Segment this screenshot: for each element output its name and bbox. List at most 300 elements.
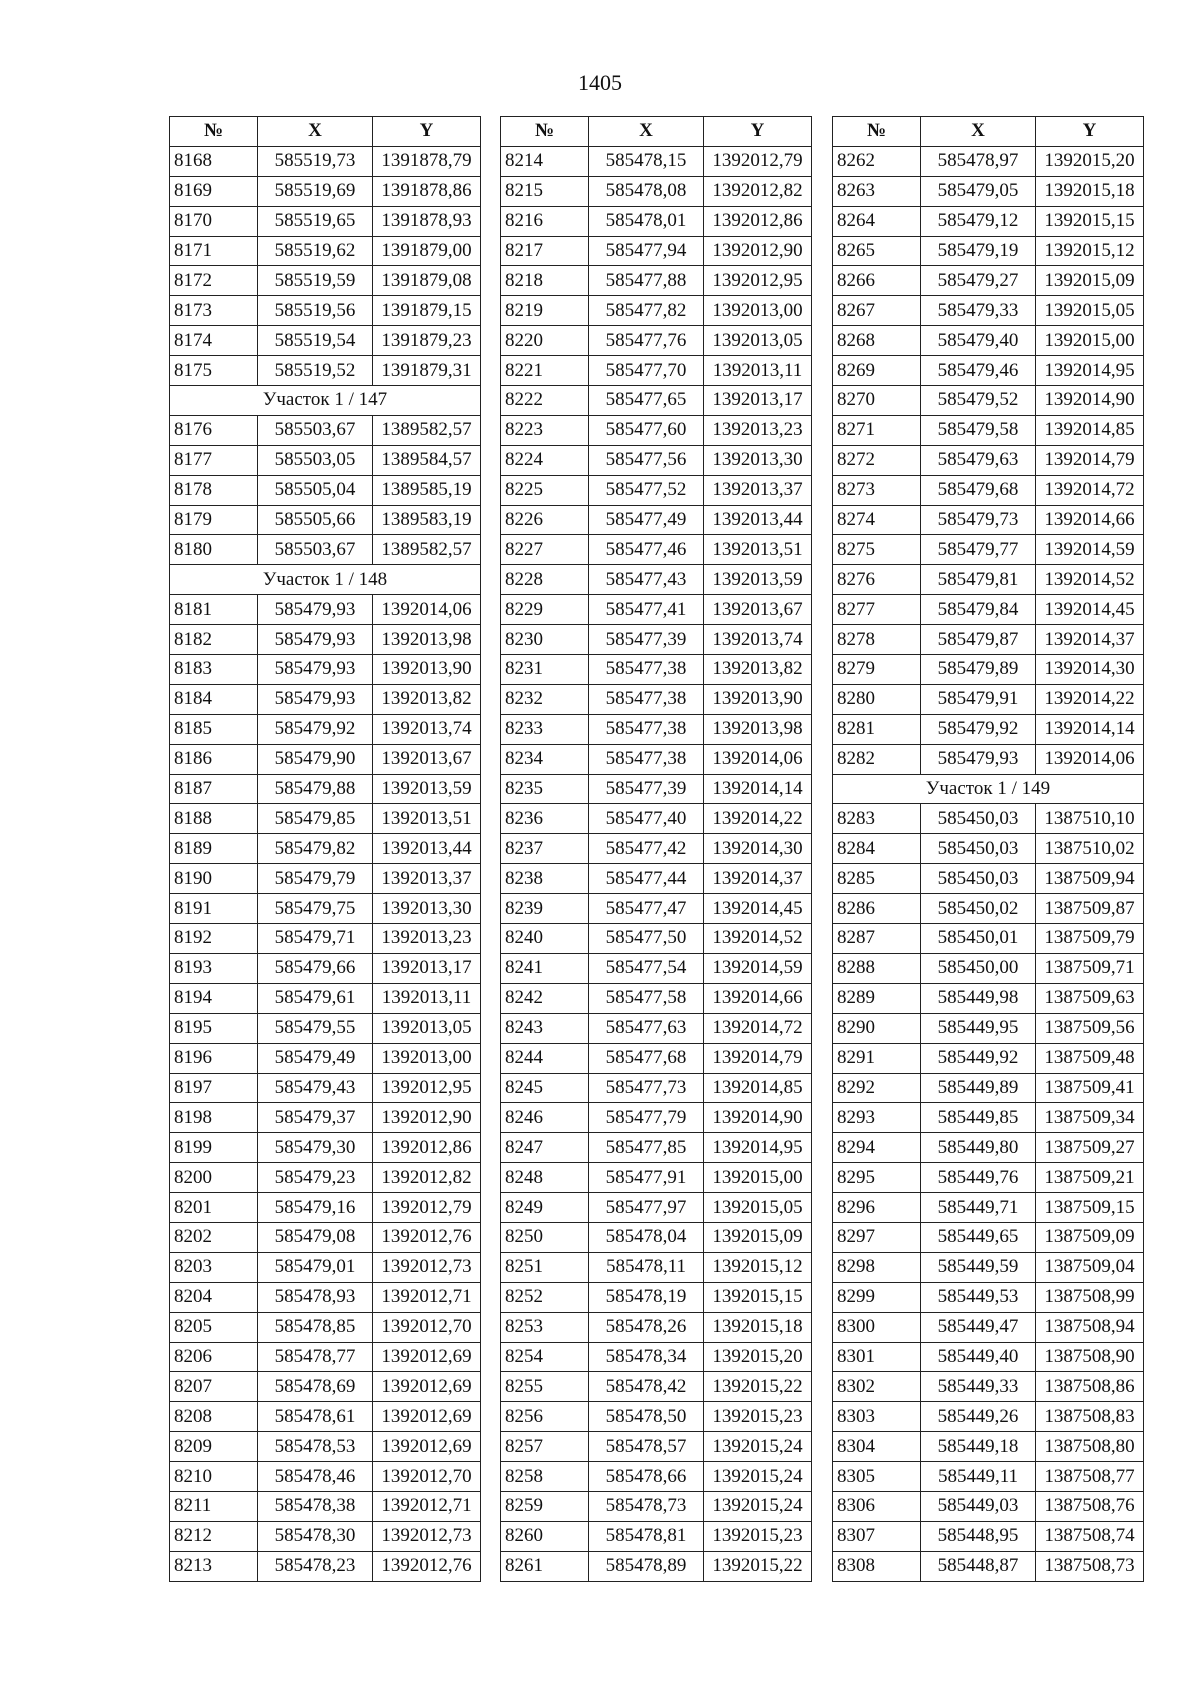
x-coordinate: 585519,54: [258, 326, 373, 356]
y-coordinate: 1392013,05: [373, 1013, 481, 1043]
table-row: [170, 415, 481, 445]
x-coordinate: 585449,92: [921, 1043, 1036, 1073]
table-row: [833, 176, 1144, 206]
y-coordinate: 1392013,98: [704, 714, 812, 744]
x-coordinate: 585477,54: [589, 953, 704, 983]
point-number: 8268: [833, 326, 921, 356]
point-number: 8184: [170, 684, 258, 714]
table-row: [170, 475, 481, 505]
table-row: [833, 146, 1144, 176]
x-coordinate: 585479,71: [258, 924, 373, 954]
table-row: [833, 505, 1144, 535]
x-coordinate: 585450,00: [921, 953, 1036, 983]
point-number: 8302: [833, 1372, 921, 1402]
table-row: [170, 236, 481, 266]
table-row: [833, 684, 1144, 714]
x-coordinate: 585478,04: [589, 1222, 704, 1252]
point-number: 8200: [170, 1163, 258, 1193]
x-coordinate: 585477,73: [589, 1073, 704, 1103]
y-coordinate: 1392014,90: [1036, 386, 1144, 416]
point-number: 8299: [833, 1282, 921, 1312]
point-number: 8297: [833, 1222, 921, 1252]
x-coordinate: 585477,63: [589, 1013, 704, 1043]
table-row: [170, 146, 481, 176]
y-coordinate: 1392012,79: [373, 1193, 481, 1223]
point-number: 8306: [833, 1491, 921, 1521]
table-row: [501, 236, 812, 266]
x-coordinate: 585477,39: [589, 625, 704, 655]
point-number: 8279: [833, 655, 921, 685]
point-number: 8275: [833, 535, 921, 565]
table-row: [170, 774, 481, 804]
x-coordinate: 585477,79: [589, 1103, 704, 1133]
y-coordinate: 1387509,71: [1036, 953, 1144, 983]
table-row: [501, 953, 812, 983]
x-coordinate: 585477,91: [589, 1163, 704, 1193]
y-coordinate: 1389582,57: [373, 535, 481, 565]
y-coordinate: 1392015,22: [704, 1372, 812, 1402]
x-coordinate: 585477,97: [589, 1193, 704, 1223]
y-coordinate: 1389582,57: [373, 415, 481, 445]
x-coordinate: 585477,94: [589, 236, 704, 266]
x-coordinate: 585477,88: [589, 266, 704, 296]
y-coordinate: 1392013,59: [704, 565, 812, 595]
y-coordinate: 1391879,00: [373, 236, 481, 266]
y-coordinate: 1392015,23: [704, 1521, 812, 1551]
point-number: 8289: [833, 983, 921, 1013]
point-number: 8290: [833, 1013, 921, 1043]
y-coordinate: 1392012,86: [704, 206, 812, 236]
x-coordinate: 585479,27: [921, 266, 1036, 296]
table-row: [501, 983, 812, 1013]
point-number: 8188: [170, 804, 258, 834]
y-coordinate: 1392013,37: [373, 864, 481, 894]
x-coordinate: 585477,65: [589, 386, 704, 416]
x-coordinate: 585503,67: [258, 415, 373, 445]
table-row: [833, 1402, 1144, 1432]
y-coordinate: 1392014,45: [1036, 595, 1144, 625]
x-coordinate: 585479,79: [258, 864, 373, 894]
point-number: 8249: [501, 1193, 589, 1223]
x-coordinate: 585479,08: [258, 1222, 373, 1252]
x-coordinate: 585479,75: [258, 894, 373, 924]
y-coordinate: 1392013,23: [704, 415, 812, 445]
table-row: [833, 266, 1144, 296]
point-number: 8287: [833, 924, 921, 954]
point-number: 8205: [170, 1312, 258, 1342]
y-coordinate: 1391878,86: [373, 176, 481, 206]
section-row: [833, 774, 1144, 804]
point-number: 8202: [170, 1222, 258, 1252]
table-row: [170, 1222, 481, 1252]
y-coordinate: 1392013,30: [373, 894, 481, 924]
coordinates-table-middle: [500, 116, 812, 1582]
point-number: 8169: [170, 176, 258, 206]
y-coordinate: 1392013,17: [373, 953, 481, 983]
point-number: 8280: [833, 684, 921, 714]
y-coordinate: 1392012,76: [373, 1551, 481, 1581]
y-coordinate: 1392014,30: [704, 834, 812, 864]
y-coordinate: 1392015,09: [704, 1222, 812, 1252]
table-row: [501, 1372, 812, 1402]
y-coordinate: 1392012,71: [373, 1491, 481, 1521]
point-number: 8242: [501, 983, 589, 1013]
y-coordinate: 1392012,69: [373, 1372, 481, 1402]
table-header-row: [170, 117, 481, 147]
y-coordinate: 1387509,41: [1036, 1073, 1144, 1103]
x-coordinate: 585478,26: [589, 1312, 704, 1342]
x-coordinate: 585519,62: [258, 236, 373, 266]
y-coordinate: 1392012,71: [373, 1282, 481, 1312]
table-row: [833, 206, 1144, 236]
point-number: 8253: [501, 1312, 589, 1342]
x-coordinate: 585478,61: [258, 1402, 373, 1432]
y-coordinate: 1392012,69: [373, 1432, 481, 1462]
y-coordinate: 1392014,06: [373, 595, 481, 625]
x-coordinate: 585478,23: [258, 1551, 373, 1581]
x-coordinate: 585449,47: [921, 1312, 1036, 1342]
x-coordinate: 585479,16: [258, 1193, 373, 1223]
point-number: 8241: [501, 953, 589, 983]
table-row: [833, 535, 1144, 565]
x-coordinate: 585479,77: [921, 535, 1036, 565]
x-coordinate: 585503,05: [258, 445, 373, 475]
y-coordinate: 1392013,98: [373, 625, 481, 655]
x-coordinate: 585449,59: [921, 1252, 1036, 1282]
point-number: 8233: [501, 714, 589, 744]
x-coordinate: 585477,68: [589, 1043, 704, 1073]
x-coordinate: 585519,59: [258, 266, 373, 296]
x-coordinate: 585478,30: [258, 1521, 373, 1551]
point-number: 8262: [833, 146, 921, 176]
y-coordinate: 1387510,02: [1036, 834, 1144, 864]
point-number: 8286: [833, 894, 921, 924]
table-row: [170, 864, 481, 894]
table-row: [501, 834, 812, 864]
y-coordinate: 1387508,94: [1036, 1312, 1144, 1342]
x-coordinate: 585449,26: [921, 1402, 1036, 1432]
table-row: [501, 1551, 812, 1581]
point-number: 8174: [170, 326, 258, 356]
y-coordinate: 1387509,09: [1036, 1222, 1144, 1252]
point-number: 8183: [170, 655, 258, 685]
table-row: [170, 1043, 481, 1073]
x-coordinate: 585449,18: [921, 1432, 1036, 1462]
x-coordinate: 585449,33: [921, 1372, 1036, 1402]
x-coordinate: 585449,71: [921, 1193, 1036, 1223]
x-coordinate: 585478,01: [589, 206, 704, 236]
point-number: 8298: [833, 1252, 921, 1282]
y-coordinate: 1391879,23: [373, 326, 481, 356]
point-number: 8195: [170, 1013, 258, 1043]
x-coordinate: 585478,19: [589, 1282, 704, 1312]
y-coordinate: 1392013,82: [704, 655, 812, 685]
point-number: 8231: [501, 655, 589, 685]
table-row: [170, 924, 481, 954]
table-row: [833, 326, 1144, 356]
table-row: [833, 983, 1144, 1013]
y-coordinate: 1392012,69: [373, 1402, 481, 1432]
x-coordinate: 585479,63: [921, 445, 1036, 475]
point-number: 8291: [833, 1043, 921, 1073]
x-coordinate: 585449,76: [921, 1163, 1036, 1193]
x-coordinate: 585477,49: [589, 505, 704, 535]
y-coordinate: 1392014,52: [704, 924, 812, 954]
x-coordinate: 585477,60: [589, 415, 704, 445]
y-coordinate: 1392013,90: [373, 655, 481, 685]
point-number: 8247: [501, 1133, 589, 1163]
x-coordinate: 585479,90: [258, 744, 373, 774]
point-number: 8225: [501, 475, 589, 505]
table-row: [170, 1193, 481, 1223]
table-row: [501, 744, 812, 774]
point-number: 8295: [833, 1163, 921, 1193]
table-row: [170, 894, 481, 924]
table-row: [833, 1372, 1144, 1402]
y-coordinate: 1392013,05: [704, 326, 812, 356]
point-number: 8270: [833, 386, 921, 416]
x-coordinate: 585479,05: [921, 176, 1036, 206]
point-number: 8218: [501, 266, 589, 296]
table-row: [501, 1462, 812, 1492]
section-label: Участок 1 / 147: [170, 386, 481, 416]
table-row: [833, 1521, 1144, 1551]
point-number: 8208: [170, 1402, 258, 1432]
x-coordinate: 585479,85: [258, 804, 373, 834]
point-number: 8175: [170, 356, 258, 386]
point-number: 8199: [170, 1133, 258, 1163]
y-coordinate: 1392012,95: [373, 1073, 481, 1103]
y-coordinate: 1392015,09: [1036, 266, 1144, 296]
table-row: [833, 475, 1144, 505]
table-row: [501, 1432, 812, 1462]
point-number: 8192: [170, 924, 258, 954]
point-number: 8282: [833, 744, 921, 774]
point-number: 8248: [501, 1163, 589, 1193]
point-number: 8236: [501, 804, 589, 834]
x-coordinate: 585479,19: [921, 236, 1036, 266]
y-coordinate: 1392015,15: [704, 1282, 812, 1312]
point-number: 8304: [833, 1432, 921, 1462]
y-coordinate: 1392014,37: [1036, 625, 1144, 655]
y-coordinate: 1387508,80: [1036, 1432, 1144, 1462]
point-number: 8300: [833, 1312, 921, 1342]
table-row: [501, 684, 812, 714]
table-row: [833, 1342, 1144, 1372]
x-coordinate: 585478,34: [589, 1342, 704, 1372]
y-coordinate: 1387508,73: [1036, 1551, 1144, 1581]
point-number: 8252: [501, 1282, 589, 1312]
point-number: 8196: [170, 1043, 258, 1073]
y-coordinate: 1392013,82: [373, 684, 481, 714]
table-row: [833, 356, 1144, 386]
point-number: 8274: [833, 505, 921, 535]
x-coordinate: 585519,56: [258, 296, 373, 326]
y-coordinate: 1392012,79: [704, 146, 812, 176]
point-number: 8258: [501, 1462, 589, 1492]
y-coordinate: 1392013,67: [704, 595, 812, 625]
x-coordinate: 585479,93: [258, 655, 373, 685]
table-row: [170, 356, 481, 386]
table-row: [170, 1491, 481, 1521]
table-row: [833, 296, 1144, 326]
x-coordinate: 585479,01: [258, 1252, 373, 1282]
y-coordinate: 1392013,23: [373, 924, 481, 954]
table-row: [833, 924, 1144, 954]
table-row: [170, 625, 481, 655]
y-coordinate: 1392012,82: [704, 176, 812, 206]
point-number: 8266: [833, 266, 921, 296]
y-coordinate: 1392014,85: [1036, 415, 1144, 445]
point-number: 8250: [501, 1222, 589, 1252]
point-number: 8172: [170, 266, 258, 296]
point-number: 8228: [501, 565, 589, 595]
y-coordinate: 1392013,00: [373, 1043, 481, 1073]
table-row: [833, 1043, 1144, 1073]
coordinates-table-right: [832, 116, 1144, 1582]
point-number: 8216: [501, 206, 589, 236]
table-row: [501, 595, 812, 625]
x-coordinate: 585477,43: [589, 565, 704, 595]
x-coordinate: 585477,42: [589, 834, 704, 864]
table-row: [501, 415, 812, 445]
y-coordinate: 1387509,56: [1036, 1013, 1144, 1043]
y-coordinate: 1392014,14: [1036, 714, 1144, 744]
y-coordinate: 1387509,21: [1036, 1163, 1144, 1193]
point-number: 8259: [501, 1491, 589, 1521]
point-number: 8178: [170, 475, 258, 505]
x-coordinate: 585450,01: [921, 924, 1036, 954]
table-row: [833, 445, 1144, 475]
y-coordinate: 1392014,06: [1036, 744, 1144, 774]
x-coordinate: 585479,58: [921, 415, 1036, 445]
x-coordinate: 585479,92: [258, 714, 373, 744]
table-row: [501, 266, 812, 296]
table-row: [501, 1402, 812, 1432]
table-row: [501, 535, 812, 565]
table-row: [170, 1462, 481, 1492]
y-coordinate: 1391878,79: [373, 146, 481, 176]
x-coordinate: 585479,37: [258, 1103, 373, 1133]
table-row: [170, 1252, 481, 1282]
x-coordinate: 585479,93: [258, 595, 373, 625]
x-coordinate: 585503,67: [258, 535, 373, 565]
point-number: 8238: [501, 864, 589, 894]
point-number: 8293: [833, 1103, 921, 1133]
point-number: 8173: [170, 296, 258, 326]
header-x: X: [921, 117, 1036, 147]
y-coordinate: 1392013,37: [704, 475, 812, 505]
x-coordinate: 585519,73: [258, 146, 373, 176]
x-coordinate: 585478,50: [589, 1402, 704, 1432]
y-coordinate: 1392012,73: [373, 1252, 481, 1282]
point-number: 8292: [833, 1073, 921, 1103]
point-number: 8203: [170, 1252, 258, 1282]
point-number: 8189: [170, 834, 258, 864]
y-coordinate: 1392014,22: [1036, 684, 1144, 714]
table-row: [501, 894, 812, 924]
x-coordinate: 585505,04: [258, 475, 373, 505]
table-row: [170, 1163, 481, 1193]
table-row: [170, 1133, 481, 1163]
table-row: [170, 1342, 481, 1372]
point-number: 8240: [501, 924, 589, 954]
point-number: 8271: [833, 415, 921, 445]
y-coordinate: 1389583,19: [373, 505, 481, 535]
header-num: №: [833, 117, 921, 147]
y-coordinate: 1392012,70: [373, 1312, 481, 1342]
x-coordinate: 585450,02: [921, 894, 1036, 924]
table-row: [501, 445, 812, 475]
y-coordinate: 1392015,24: [704, 1432, 812, 1462]
x-coordinate: 585478,46: [258, 1462, 373, 1492]
table-row: [501, 296, 812, 326]
table-row: [170, 266, 481, 296]
x-coordinate: 585479,91: [921, 684, 1036, 714]
table-row: [833, 595, 1144, 625]
point-number: 8294: [833, 1133, 921, 1163]
header-num: №: [170, 117, 258, 147]
x-coordinate: 585478,69: [258, 1372, 373, 1402]
table-row: [833, 834, 1144, 864]
point-number: 8197: [170, 1073, 258, 1103]
x-coordinate: 585477,50: [589, 924, 704, 954]
y-coordinate: 1391879,08: [373, 266, 481, 296]
y-coordinate: 1387509,34: [1036, 1103, 1144, 1133]
point-number: 8269: [833, 356, 921, 386]
x-coordinate: 585478,85: [258, 1312, 373, 1342]
header-y: Y: [1036, 117, 1144, 147]
x-coordinate: 585479,84: [921, 595, 1036, 625]
table-row: [170, 1312, 481, 1342]
x-coordinate: 585479,81: [921, 565, 1036, 595]
point-number: 8215: [501, 176, 589, 206]
x-coordinate: 585479,73: [921, 505, 1036, 535]
x-coordinate: 585479,30: [258, 1133, 373, 1163]
y-coordinate: 1392014,90: [704, 1103, 812, 1133]
x-coordinate: 585479,33: [921, 296, 1036, 326]
point-number: 8187: [170, 774, 258, 804]
y-coordinate: 1392013,74: [704, 625, 812, 655]
y-coordinate: 1392015,22: [704, 1551, 812, 1581]
y-coordinate: 1392015,23: [704, 1402, 812, 1432]
x-coordinate: 585477,52: [589, 475, 704, 505]
x-coordinate: 585478,53: [258, 1432, 373, 1462]
y-coordinate: 1389584,57: [373, 445, 481, 475]
table-row: [501, 774, 812, 804]
point-number: 8235: [501, 774, 589, 804]
point-number: 8221: [501, 356, 589, 386]
y-coordinate: 1392014,14: [704, 774, 812, 804]
table-row: [501, 206, 812, 236]
table-row: [170, 655, 481, 685]
x-coordinate: 585478,97: [921, 146, 1036, 176]
y-coordinate: 1392012,86: [373, 1133, 481, 1163]
point-number: 8243: [501, 1013, 589, 1043]
y-coordinate: 1392015,24: [704, 1462, 812, 1492]
table-row: [833, 1222, 1144, 1252]
x-coordinate: 585477,82: [589, 296, 704, 326]
table-header-row: [833, 117, 1144, 147]
point-number: 8198: [170, 1103, 258, 1133]
table-row: [501, 1491, 812, 1521]
table-row: [833, 1432, 1144, 1462]
table-row: [833, 655, 1144, 685]
y-coordinate: 1392015,00: [1036, 326, 1144, 356]
y-coordinate: 1387509,48: [1036, 1043, 1144, 1073]
y-coordinate: 1392014,95: [704, 1133, 812, 1163]
point-number: 8296: [833, 1193, 921, 1223]
